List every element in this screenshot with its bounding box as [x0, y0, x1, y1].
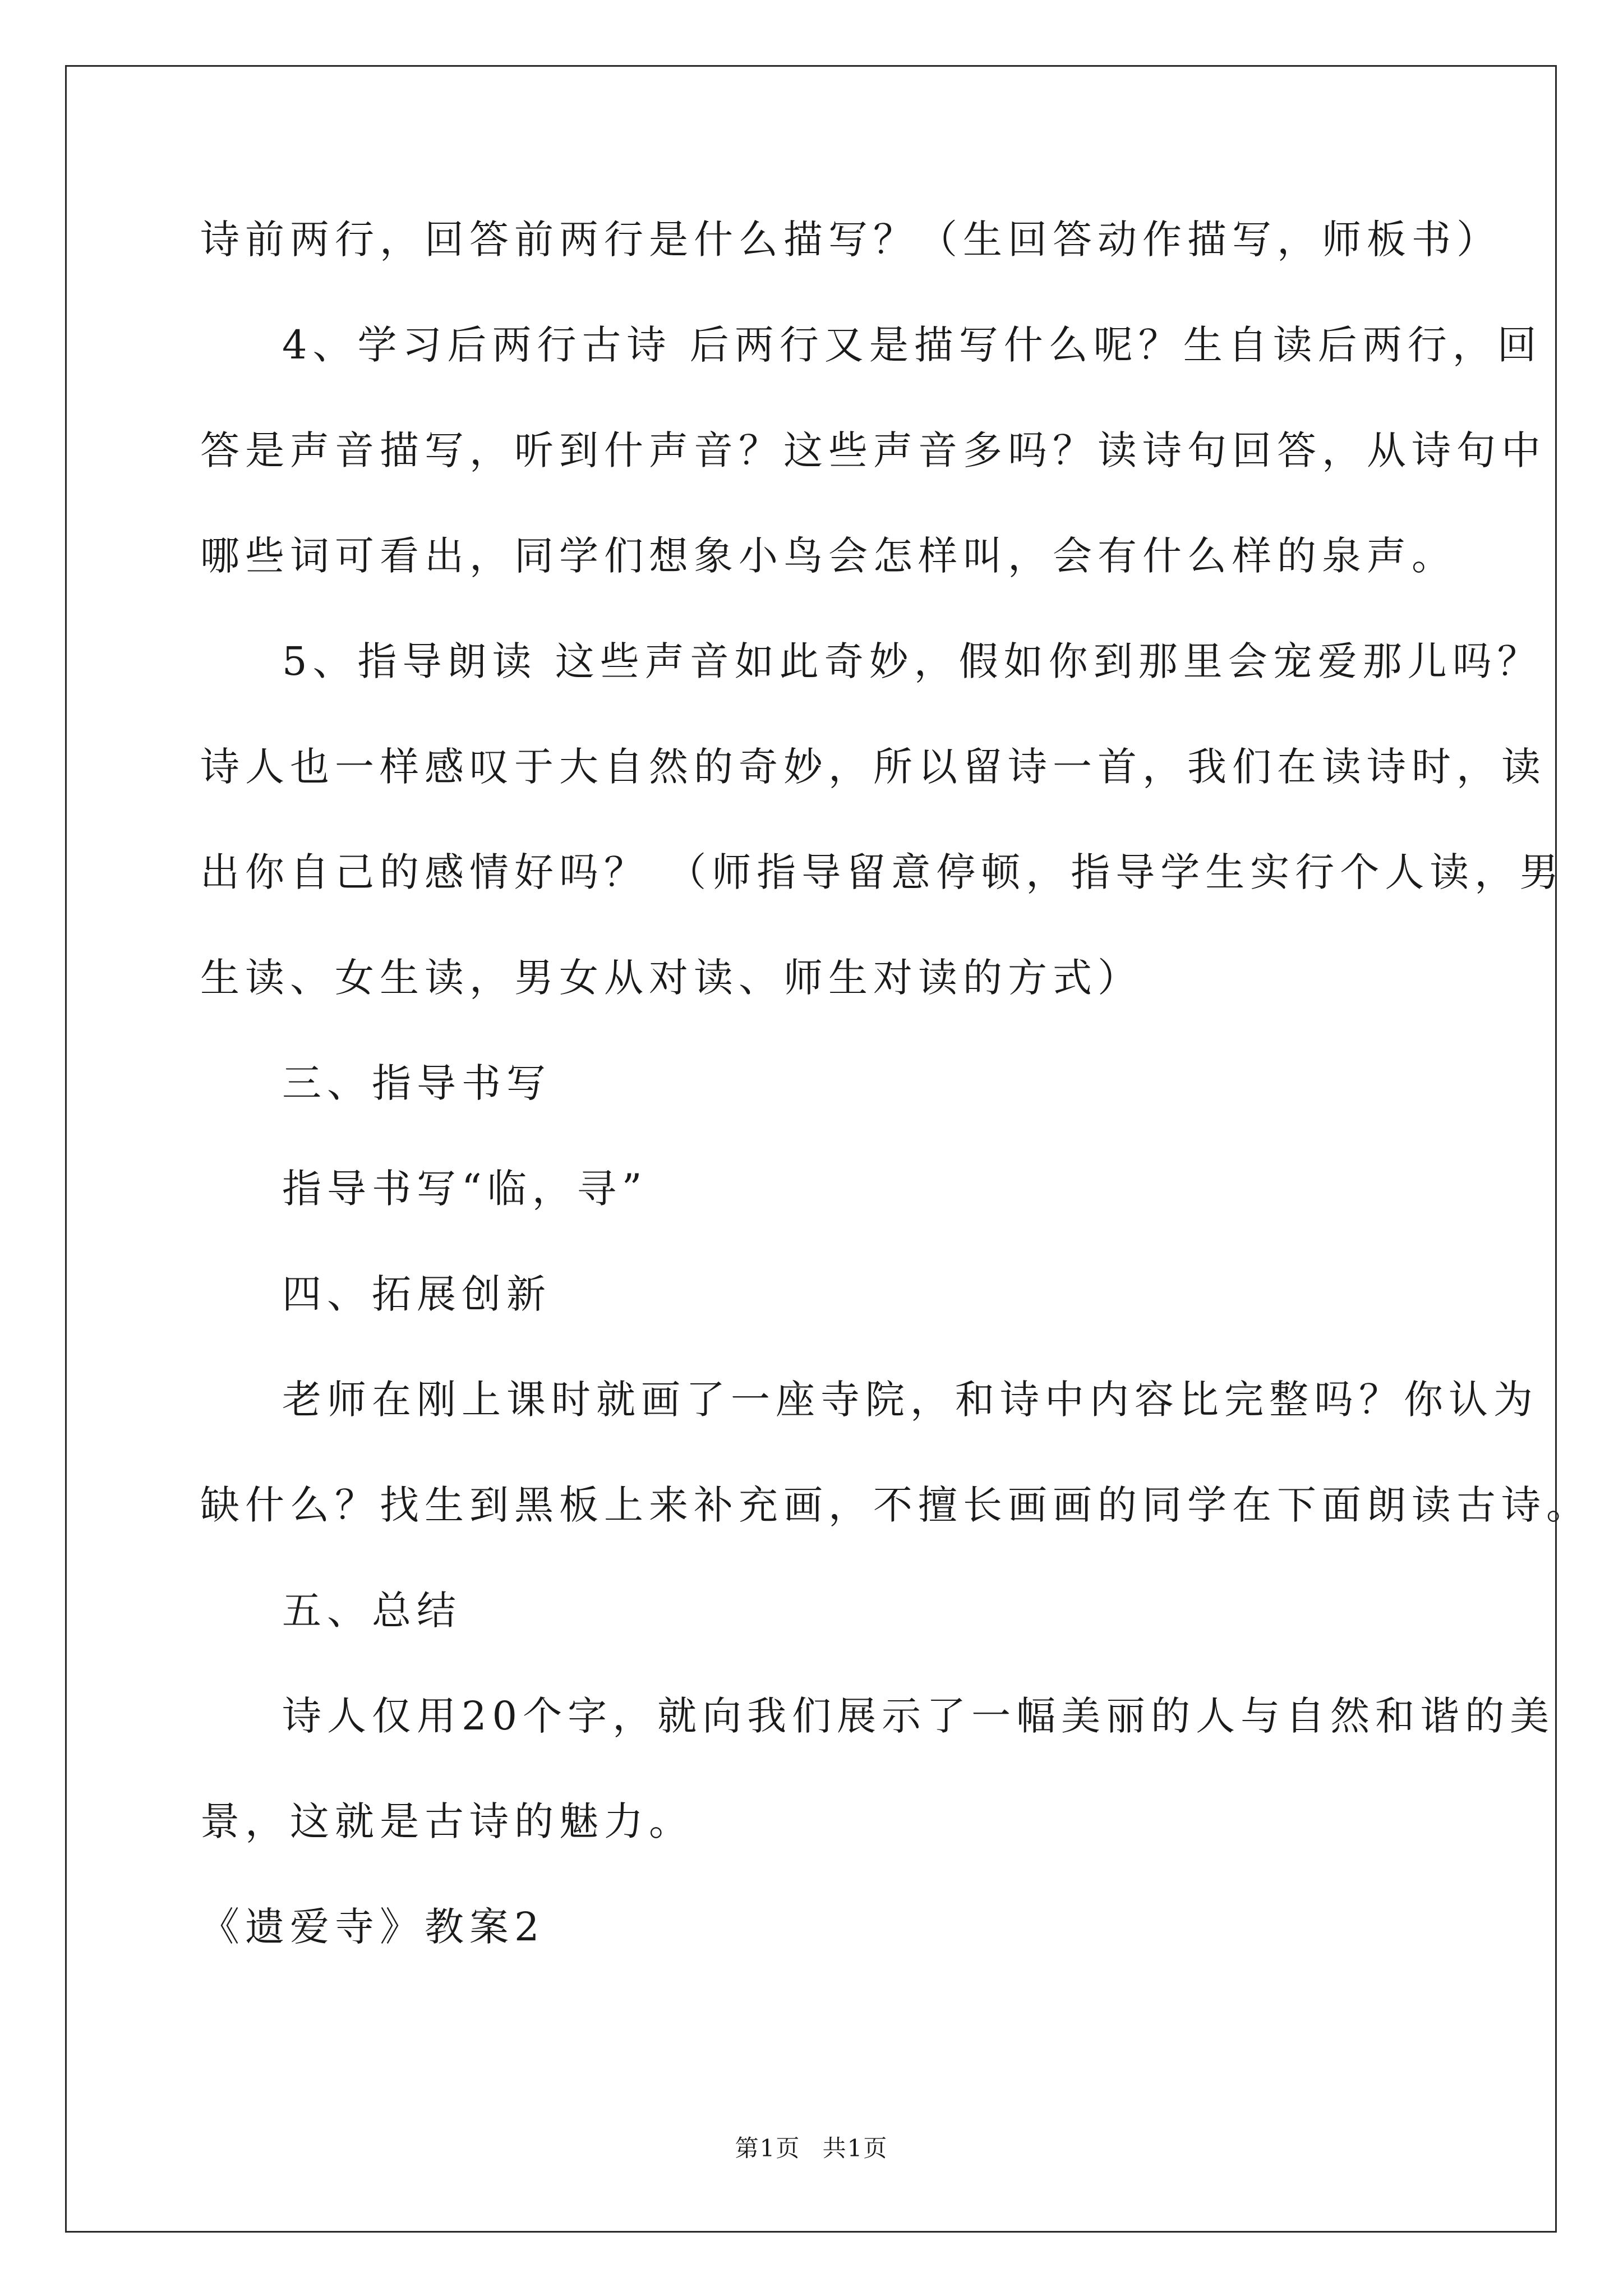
- text-line: 缺什么？找生到黑板上来补充画，不擅长画画的同学在下面朗读古诗。: [200, 1482, 1591, 1528]
- page-footer: 第1页 共1页: [735, 2134, 888, 2162]
- text-line: 诗人仅用20个字，就向我们展示了一幅美丽的人与自然和谐的美: [282, 1693, 1555, 1739]
- text-line: 4、学习后两行古诗 后两行又是描写什么呢？生自读后两行，回: [282, 322, 1542, 368]
- section-heading: 五、总结: [282, 1588, 462, 1634]
- section-heading: 四、拓展创新: [282, 1271, 551, 1317]
- text-line: 诗人也一样感叹于大自然的奇妙，所以留诗一首，我们在读诗时，读: [200, 744, 1546, 790]
- section-heading: 三、指导书写: [282, 1060, 551, 1106]
- text-line: 生读、女生读，男女从对读、师生对读的方式）: [200, 955, 1142, 1001]
- text-line: 5、指导朗读 这些声音如此奇妙，假如你到那里会宠爱那儿吗？: [282, 638, 1542, 684]
- text-line: 指导书写“临，寻”: [282, 1166, 648, 1212]
- text-line: 出你自己的感情好吗？ （师指导留意停顿，指导学生实行个人读，男: [200, 849, 1565, 895]
- text-line: 老师在刚上课时就画了一座寺院，和诗中内容比完整吗？你认为: [282, 1377, 1538, 1423]
- text-line: 答是声音描写，听到什声音？这些声音多吗？读诗句回答，从诗句中: [200, 427, 1546, 473]
- text-line: 景，这就是古诗的魅力。: [200, 1798, 694, 1844]
- text-line: 诗前两行，回答前两行是什么描写？（生回答动作描写，师板书）: [200, 217, 1501, 263]
- document-title: 《遗爱寺》教案2: [200, 1904, 545, 1950]
- text-line: 哪些词可看出，同学们想象小鸟会怎样叫，会有什么样的泉声。: [200, 533, 1456, 579]
